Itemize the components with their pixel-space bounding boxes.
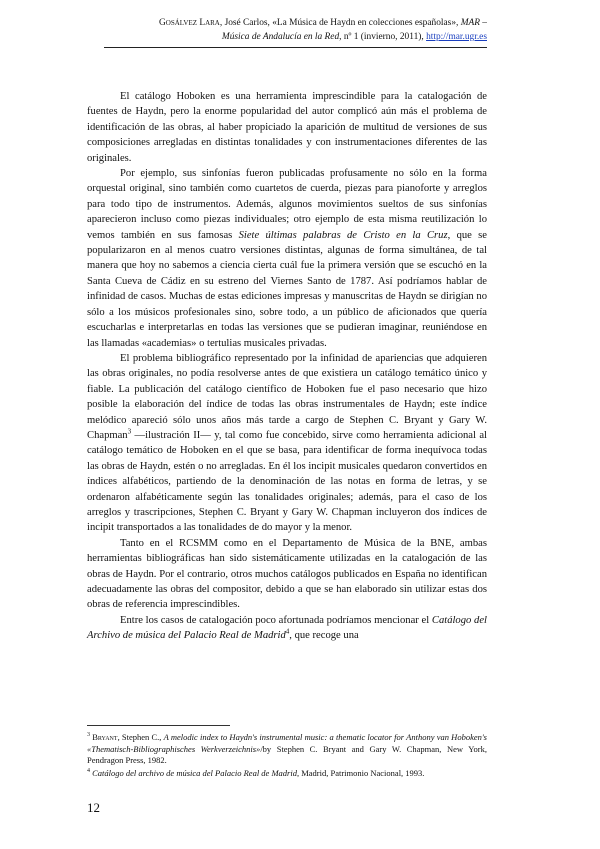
footnote-rule <box>87 725 230 726</box>
paragraph-4: Tanto en el RCSMM como en el Departamento de Música de la BNE, ambas herramientas bibliográficas han sido sistemáticamente utilizadas en la catalogación de las obras de Haydn. Por el contrario, otros muchos catálogos publicados en España no identifican adecuadamente las obras del compositor, debido a que se han elaborado sin utilizar estas dos obras de referencia imprescindibles. <box>87 537 487 611</box>
footnote-ref-4[interactable]: 4 <box>285 627 290 636</box>
footnotes <box>87 732 487 780</box>
paragraph-3 <box>87 351 487 536</box>
work-title-siete-palabras: Siete últimas palabras de Cristo en la Cruz <box>238 229 448 241</box>
header-author: Gosálvez Lara <box>159 18 220 28</box>
header-link[interactable]: http://mar.ugr.es <box>426 32 487 42</box>
running-header <box>150 16 487 44</box>
paragraph-3-text-a: El problema bibliográfico representado por la infinidad de apariencias que adquieren las obras originales, no podía resolverse antes de que existiera un catálogo temático único y fiable. La publicación del catálogo científico de Hoboken fue el paso necesario que hizo posible la elaboración del índice de todas las obras instrumentales de Haydn; este índice melódico apareció sólo unos años más tarde a cargo de Stephen C. Bryant y Gary W. Chapman <box>87 352 487 441</box>
header-journal: MAR – Música de Andalucía en la Red <box>221 18 487 42</box>
footnote-3-text-a: , Stephen C., <box>117 732 164 742</box>
paragraph-3-text-b: —ilustración II— y, tal como fue concebido, sirve como herramienta adicional al catálogo temático de Hoboken en el que se basa, para identificar de forma inequívoca todas las obras de Haydn, estén o no arregladas. En él los incipit musicales quedaron convertidos en índices alfabéticos, partiendo de la denominación de las notas en forma de letras, y se ordenaron alfabéticamente según las tonalidades originales; además, para el caso de los arreglos y trascripciones, Stephen C. Bryant y Gary W. Chapman incluyeron dos índices de incipit transportados a las tonalidades de do mayor y la menor. <box>87 429 487 534</box>
page-number: 12 <box>87 800 100 815</box>
paragraph-1: El catálogo Hoboken es una herramienta imprescindible para la catalogación de fuentes de Haydn, pero la enorme popularidad del autor complicó aún más el problema de identificación de las obras, al haber propiciado la aparición de multitud de versiones de sus composiciones arregladas en distintas tonalidades y con instrumentaciones diferentes de las originales. <box>87 91 487 164</box>
body-text <box>87 89 487 644</box>
paragraph-2-text-b: , que se popularizaron en al menos cuatro versiones distintas, algunas de forma simultánea, de tal manera que hoy no sabemos a ciencia cierta cuál fue la primera versión que se escuchó en la Santa Cueva de Cádiz en su estreno del Viernes Santo de 1787. Así podríamos hablar de infinidad de casos. Muchas de estas ediciones impresas y manuscritas de Haydn se dirigían no sólo a los músicos profesionales sino, sobre todo, a un público de aficionados que quería escucharlas e interpretarlas en todas las versiones que se pudieran imaginar, reuniéndose en las llamadas «academias» o tertulias musicales privadas. <box>87 229 488 349</box>
header-issue: , nº 1 (invierno, 2011), <box>339 32 427 42</box>
header-rule <box>104 47 487 48</box>
footnote-3-number: 3 <box>87 732 90 739</box>
footnote-3-title: A melodic index to Haydn's instrumental music: a thematic locator for Anthony van Hoboken's «Thematisch-Bibliographisches Werkverzeichnis» <box>87 732 487 754</box>
paragraph-5 <box>87 613 487 644</box>
footnote-4 <box>87 768 487 780</box>
footnote-4-text: , Madrid, Patrimonio Nacional, 1993. <box>296 767 425 778</box>
footnote-4-number: 4 <box>87 767 90 774</box>
paragraph-2-text-a: Por ejemplo, sus sinfonías fueron publicadas profusamente no sólo en la forma orquestal original, sino también como cuartetos de cuerda, piezas para pianoforte y arreglos para todo tipo de instrumentos. Además, algunos movimientos sueltos de sus sinfonías aparecieron incluso como piezas individuales; otro ejemplo de esta misma reutilización lo vemos también en sus famosas <box>87 168 487 241</box>
paragraph-5-text-a: Entre los casos de catalogación poco afortunada podríamos mencionar el <box>120 614 432 626</box>
paragraph-5-text-b: , que recoge una <box>289 630 359 642</box>
work-title-catalogo: Catálogo del Archivo de música del Palacio Real de Madrid <box>87 614 487 642</box>
footnote-ref-3[interactable]: 3 <box>127 427 132 436</box>
footnote-3-text-b: /by Stephen C. Bryant and Gary W. Chapman, New York, Pendragon Press, 1982. <box>87 743 487 765</box>
footnote-3 <box>87 732 487 767</box>
header-citation: , José Carlos, «La Música de Haydn en colecciones españolas», <box>219 18 461 28</box>
paragraph-2 <box>87 166 487 351</box>
footnote-3-author: Bryant <box>92 732 118 742</box>
footnote-4-title: Catálogo del archivo de música del Palacio Real de Madrid <box>92 767 297 778</box>
